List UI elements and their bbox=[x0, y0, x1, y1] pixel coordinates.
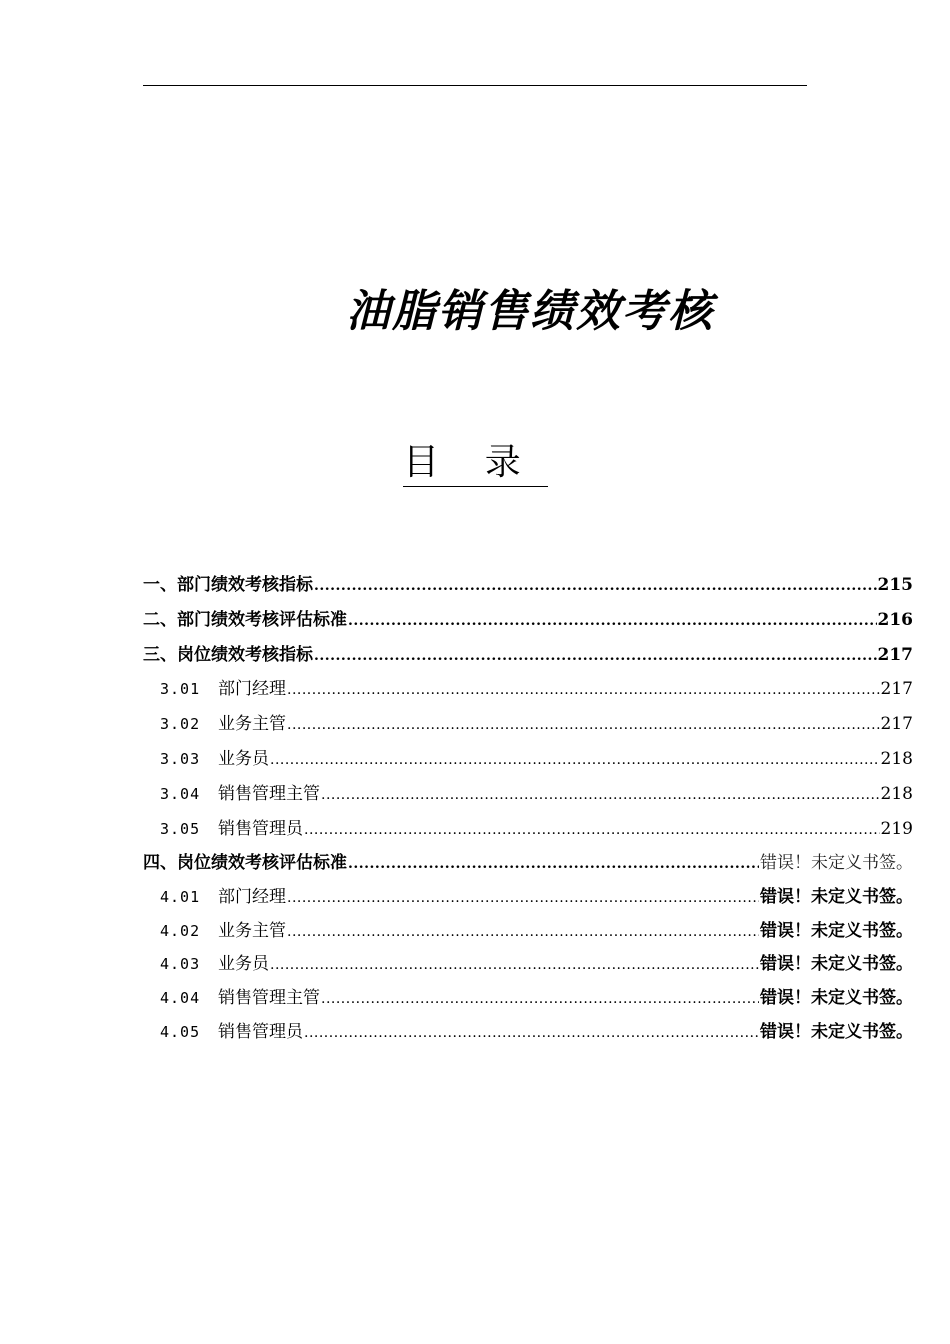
toc-entry-number: 4.01 bbox=[160, 888, 201, 907]
toc-entry-4-03[interactable] bbox=[143, 948, 913, 982]
toc-entry-label: 销售管理主管 bbox=[218, 987, 320, 1008]
toc-entry-page-error: 错误！未定义书签。 bbox=[760, 853, 913, 874]
toc-entry-number: 4.05 bbox=[160, 1022, 201, 1041]
toc-entry-page-error: 错误！未定义书签。 bbox=[760, 987, 913, 1008]
toc-entry-page: 217 bbox=[880, 714, 913, 735]
toc-entry-4-01[interactable] bbox=[143, 881, 913, 915]
toc-entry-number: 4.03 bbox=[160, 955, 201, 974]
toc-entry-page: 217 bbox=[880, 679, 913, 700]
toc-entry-3[interactable] bbox=[143, 638, 913, 673]
toc-leader-dots bbox=[287, 915, 759, 950]
toc-leader-dots bbox=[304, 1016, 759, 1051]
toc-entry-label: 一、部门绩效考核指标 bbox=[143, 575, 313, 595]
toc-leader-dots bbox=[321, 777, 880, 813]
toc-leader-dots bbox=[287, 707, 880, 743]
toc-entry-page-error: 错误！未定义书签。 bbox=[760, 954, 913, 975]
toc-leader-dots bbox=[287, 672, 880, 708]
toc-entry-page: 216 bbox=[877, 609, 913, 630]
header-rule bbox=[143, 85, 807, 86]
toc-entry-number: 4.04 bbox=[160, 988, 201, 1007]
toc-entry-page: 219 bbox=[880, 818, 913, 839]
toc-entry-page: 215 bbox=[877, 575, 913, 595]
toc-entry-label: 三、岗位绩效考核指标 bbox=[143, 644, 313, 665]
toc-entry-number: 3.05 bbox=[160, 819, 201, 838]
toc-entry-3-02[interactable] bbox=[143, 707, 913, 742]
toc-leader-dots bbox=[270, 948, 759, 983]
toc-entry-label: 销售管理主管 bbox=[218, 783, 320, 804]
toc-entry-number: 3.02 bbox=[160, 715, 201, 734]
toc-leader-dots bbox=[304, 812, 880, 848]
toc-entry-3-04[interactable] bbox=[143, 777, 913, 812]
toc-entry-3-01[interactable] bbox=[143, 672, 913, 707]
toc-entry-label: 部门经理 bbox=[218, 887, 286, 908]
toc-entry-page-error: 错误！未定义书签。 bbox=[760, 1021, 913, 1042]
toc-entry-number: 3.01 bbox=[160, 680, 201, 699]
toc-entry-4-04[interactable] bbox=[143, 982, 913, 1016]
toc-entry-3-03[interactable] bbox=[143, 742, 913, 777]
toc-entry-label: 业务员 bbox=[218, 954, 269, 975]
toc-leader-dots bbox=[287, 881, 759, 916]
toc-entry-4-05[interactable] bbox=[143, 1016, 913, 1050]
toc-entry-page-error: 错误！未定义书签。 bbox=[760, 887, 913, 908]
toc-entry-label: 四、岗位绩效考核评估标准 bbox=[143, 853, 347, 874]
toc-leader-dots bbox=[314, 568, 877, 604]
toc-entry-3-05[interactable] bbox=[143, 812, 913, 847]
toc-entry-page: 217 bbox=[877, 644, 913, 665]
toc-entry-label: 业务主管 bbox=[218, 920, 286, 941]
toc-entry-4-02[interactable] bbox=[143, 915, 913, 949]
toc-entry-page-error: 错误！未定义书签。 bbox=[760, 920, 913, 941]
toc-entry-label: 销售管理员 bbox=[218, 1021, 303, 1042]
toc-entry-label: 部门经理 bbox=[218, 679, 286, 700]
toc-entry-4[interactable] bbox=[143, 846, 913, 881]
toc-leader-dots bbox=[348, 603, 877, 639]
toc-leader-dots bbox=[348, 846, 759, 882]
toc-leader-dots bbox=[270, 742, 880, 778]
toc-entry-label: 业务主管 bbox=[218, 714, 286, 735]
toc-leader-dots bbox=[314, 638, 877, 674]
document-title: 油脂销售绩效考核 bbox=[346, 286, 714, 337]
toc-entry-1[interactable] bbox=[143, 568, 913, 603]
toc-entry-number: 4.02 bbox=[160, 921, 201, 940]
toc-entry-label: 业务员 bbox=[218, 748, 269, 769]
toc-heading: 目 录 bbox=[403, 440, 548, 487]
toc-entry-page: 218 bbox=[880, 748, 913, 769]
toc-entry-number: 3.04 bbox=[160, 784, 201, 803]
toc-entry-number: 3.03 bbox=[160, 749, 201, 768]
table-of-contents bbox=[143, 568, 913, 1049]
toc-leader-dots bbox=[321, 982, 759, 1017]
toc-entry-page: 218 bbox=[880, 783, 913, 804]
toc-entry-2[interactable] bbox=[143, 603, 913, 638]
toc-entry-label: 销售管理员 bbox=[218, 818, 303, 839]
toc-entry-label: 二、部门绩效考核评估标准 bbox=[143, 609, 347, 630]
